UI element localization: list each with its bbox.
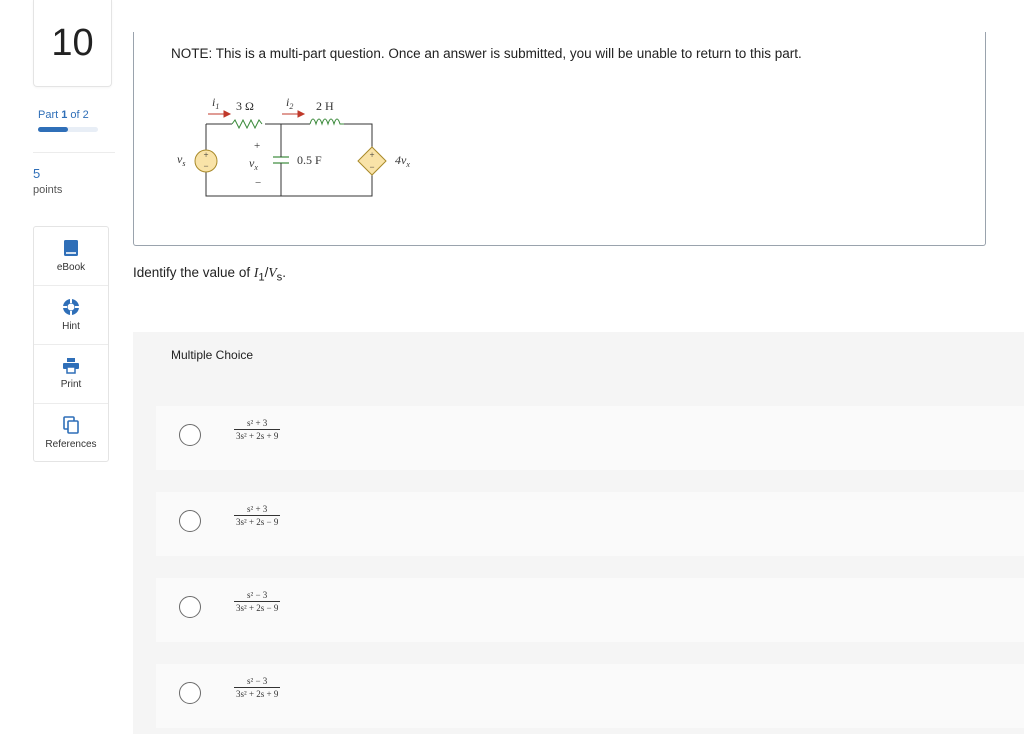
fraction-denominator: 3s² + 2s + 9: [236, 689, 279, 699]
fraction-bar: [234, 429, 280, 430]
part-prefix: Part: [38, 109, 62, 121]
vs-label: $v_s$: [177, 152, 186, 168]
vx-label: $v_x$: [249, 156, 258, 172]
vx-minus: −: [255, 177, 262, 189]
fraction-denominator: 3s² + 2s − 9: [236, 517, 279, 527]
choice-fraction: [234, 590, 280, 613]
inductor-label: 2 H: [316, 99, 334, 113]
fraction-denominator: 3s² + 2s + 9: [236, 431, 279, 441]
resistor-label: 3 Ω: [236, 99, 254, 113]
resistor-symbol: [232, 120, 262, 128]
question-v-sub: s: [276, 271, 283, 284]
print-button[interactable]: [34, 344, 108, 403]
question-text: [133, 265, 286, 284]
sidebar-divider: [33, 152, 115, 153]
hint-label: Hint: [62, 321, 80, 332]
question-v: V: [268, 265, 277, 280]
references-label: References: [45, 439, 97, 450]
i1-label: $i_1$: [212, 95, 220, 111]
vx-plus: +: [254, 140, 261, 152]
vs-minus: −: [203, 161, 209, 171]
part-indicator: [38, 109, 89, 121]
radio-button[interactable]: [179, 424, 201, 446]
choice-fraction: [234, 418, 280, 441]
fraction-bar: [234, 687, 280, 688]
fraction-bar: [234, 601, 280, 602]
radio-button[interactable]: [179, 596, 201, 618]
question-i-sub: 1: [258, 271, 265, 284]
radio-button[interactable]: [179, 682, 201, 704]
question-suffix: .: [282, 265, 286, 280]
choice-option-1[interactable]: [156, 406, 1024, 470]
dependent-source-label: $4v_x$: [395, 153, 410, 169]
choice-option-4[interactable]: [156, 664, 1024, 728]
book-icon: [63, 239, 79, 257]
circuit-diagram: [160, 90, 440, 205]
capacitor-label: 0.5 F: [297, 153, 322, 167]
dep-minus: −: [369, 162, 375, 172]
vs-plus: +: [203, 150, 209, 160]
hint-button[interactable]: [34, 285, 108, 344]
fraction-numerator: s² − 3: [247, 676, 268, 686]
note-text: NOTE: This is a multi-part question. Once an answer is submitted, you will be unable to return to this part.: [171, 46, 802, 61]
print-label: Print: [60, 379, 82, 390]
fraction-numerator: s² − 3: [247, 590, 268, 600]
part-progress-bar: [38, 127, 98, 132]
ebook-label: eBook: [56, 262, 86, 273]
lifebuoy-icon: [62, 298, 80, 316]
points-value: 5: [33, 166, 41, 181]
choice-option-2[interactable]: [156, 492, 1024, 556]
i2-label: $i_2$: [286, 95, 294, 111]
part-suffix: of 2: [67, 109, 89, 121]
current-arrows: [208, 111, 304, 117]
part-progress-fill: [38, 127, 68, 132]
inductor-symbol: [310, 119, 344, 124]
fraction-numerator: s² + 3: [247, 418, 268, 428]
choice-option-3[interactable]: [156, 578, 1024, 642]
question-i: I: [253, 265, 259, 280]
fraction-numerator: s² + 3: [247, 504, 268, 514]
ebook-button[interactable]: [34, 227, 108, 285]
radio-button[interactable]: [179, 510, 201, 532]
part-current: 1: [61, 109, 68, 121]
fraction-bar: [234, 515, 280, 516]
tools-panel: [33, 226, 109, 462]
points-label: points: [33, 184, 63, 196]
choice-fraction: [234, 504, 280, 527]
copy-icon: [63, 416, 79, 434]
question-slash: /: [264, 265, 269, 280]
choice-fraction: [234, 676, 280, 699]
question-prefix: Identify the value of: [133, 265, 254, 280]
multiple-choice-header: Multiple Choice: [171, 348, 254, 362]
printer-icon: [62, 358, 80, 374]
fraction-denominator: 3s² + 2s − 9: [236, 603, 279, 613]
dep-plus: +: [369, 150, 375, 160]
references-button[interactable]: [34, 403, 108, 462]
question-number: 10: [33, 0, 112, 87]
circuit-wires: [206, 124, 375, 196]
capacitor-symbol: [273, 157, 289, 163]
